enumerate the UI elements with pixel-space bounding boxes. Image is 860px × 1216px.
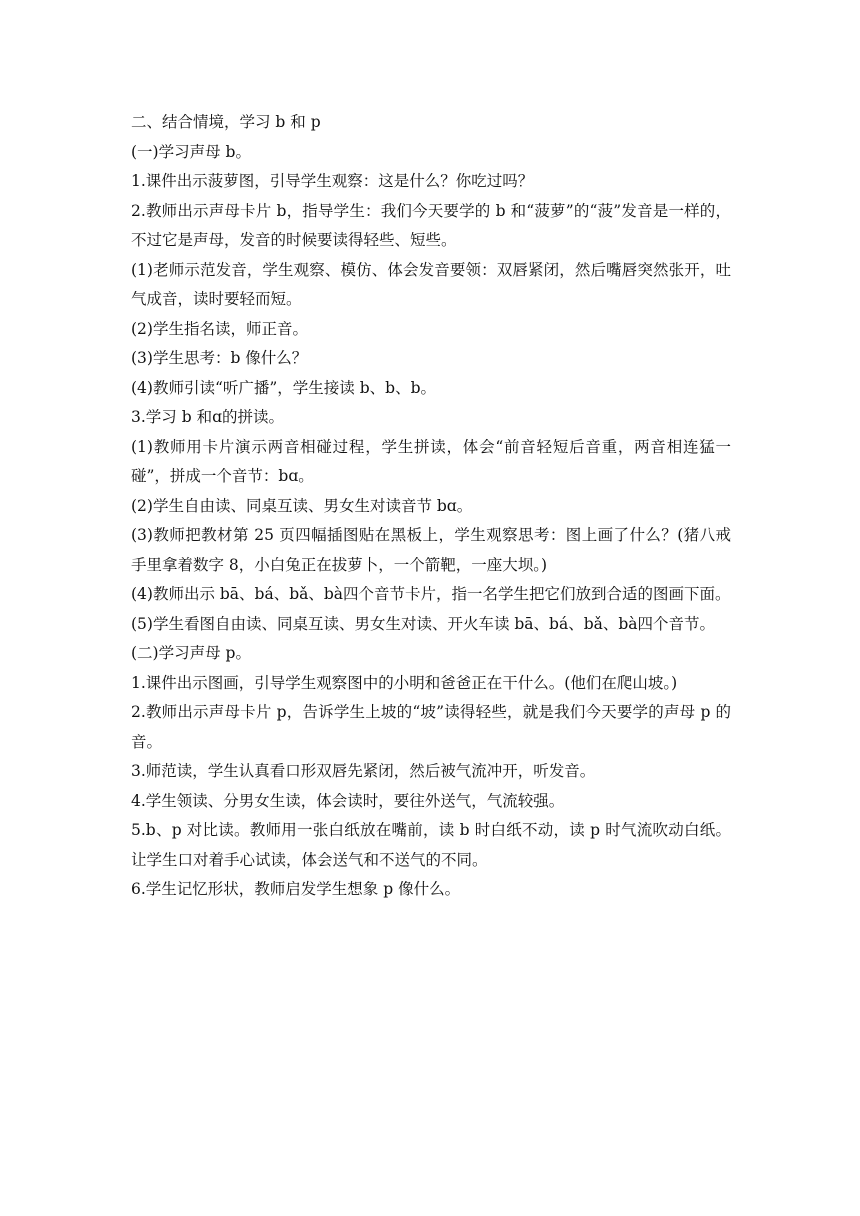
paragraph: 4.学生领读、分男女生读，体会读时，要往外送气，气流较强。 [131, 791, 565, 810]
paragraph: (1)老师示范发音，学生观察、模仿、体会发音要领：双唇紧闭，然后嘴唇突然张开，吐气成音，读时要轻而短。 [131, 260, 731, 308]
paragraph: (3)教师把教材第 25 页四幅插图贴在黑板上，学生观察思考：图上画了什么？(猪八戒手里拿着数字 8，小白兔正在拔萝卜，一个箭靶，一座大坝。) [131, 526, 731, 574]
paragraph: (2)学生指名读，师正音。 [131, 319, 308, 338]
subsection-heading: (二)学习声母 p。 [131, 644, 251, 662]
paragraph: 3.师范读，学生认真看口形双唇先紧闭，然后被气流冲开，听发音。 [131, 762, 596, 780]
subsection-heading: (一)学习声母 b。 [131, 142, 251, 161]
document-body [131, 108, 731, 905]
paragraph: 1.课件出示菠萝图，引导学生观察：这是什么？你吃过吗？ [131, 172, 534, 190]
section-heading: 二、结合情境，学习 b 和 p [131, 113, 321, 131]
paragraph: 2.教师出示声母卡片 b，指导学生：我们今天要学的 b 和“菠萝”的“菠”发音是一样的，不过它是声母，发音的时候要读得轻些、短些。 [131, 201, 731, 249]
paragraph: (2)学生自由读、同桌互读、男女生对读音节 bɑ。 [131, 496, 473, 515]
paragraph: (1)教师用卡片演示两音相碰过程，学生拼读，体会“前音轻短后音重，两音相连猛一碰”，拼成一个音节：bɑ。 [131, 437, 731, 485]
paragraph: (5)学生看图自由读、同桌互读、男女生对读、开火车读 bā、bá、bǎ、bà四个音节。 [131, 614, 716, 633]
paragraph: (4)教师引读“听广播”，学生接读 b、b、b。 [131, 378, 436, 397]
paragraph: (3)学生思考：b 像什么？ [131, 349, 308, 367]
paragraph: 2.教师出示声母卡片 p，告诉学生上坡的“坡”读得轻些，就是我们今天要学的声母 p 的音。 [131, 703, 731, 751]
paragraph: 1.课件出示图画，引导学生观察图中的小明和爸爸正在干什么。(他们在爬山坡。) [131, 673, 678, 692]
paragraph: 3.学习 b 和ɑ的拼读。 [131, 408, 284, 426]
paragraph: 5.b、p 对比读。教师用一张白纸放在嘴前，读 b 时白纸不动，读 p 时气流吹动白纸。让学生口对着手心试读，体会送气和不送气的不同。 [131, 821, 731, 869]
paragraph: (4)教师出示 bā、bá、bǎ、bà四个音节卡片，指一名学生把它们放到合适的图画下面。 [131, 585, 731, 603]
paragraph: 6.学生记忆形状，教师启发学生想象 p 像什么。 [131, 880, 461, 898]
